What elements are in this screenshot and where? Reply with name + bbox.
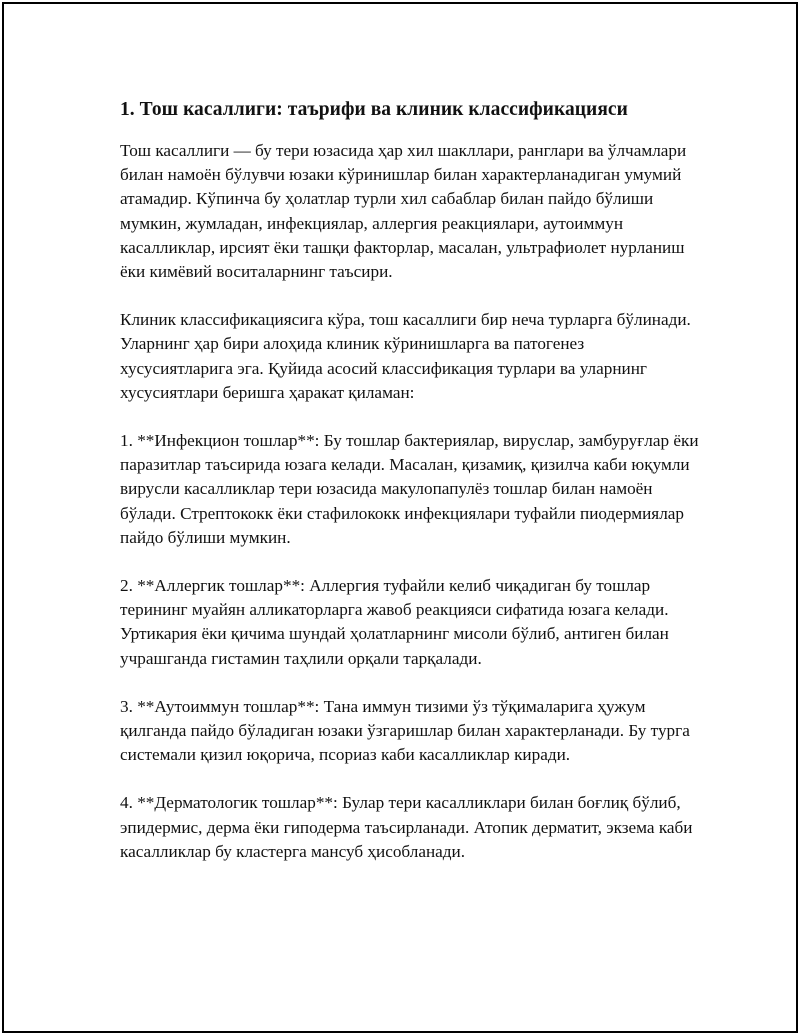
- document-body: [120, 97, 700, 888]
- paragraph-autoimmune: 3. **Аутоиммун тошлар**: Тана иммун тизими ўз тўқималарига ҳужум қилганда пайдо бўладиган юзаки ўзгаришлар билан характерланади. Бу турга системали қизил юқоричa, псориаз каби касалликлар киради.: [120, 696, 690, 765]
- paragraph-dermatologic: 4. **Дерматологик тошлар**: Булар тери касалликлари билан боғлиқ бўлиб, эпидермис, дерма ёки гиподерма таъсирланади. Атопик дерматит, экзема каби касалликлар бу кластерга мансуб ҳисобланади.: [120, 793, 693, 861]
- paragraph-classification: Клиник классификациясига кўра, тош касаллиги бир неча турларга бўлинади. Уларнинг ҳар бири алоҳида клиник кўринишларга ва патогенез хусусиятларига эга. Қуйида асосий классификация турлари ва уларнинг хусусиятлари беришга ҳаракат қиламан:: [120, 310, 691, 402]
- paragraph-intro: Тош касаллиги — бу тери юзасида ҳар хил шакллари, ранглари ва ўлчамлари билан намоён бўлувчи юзаки кўринишлар билан характерланадиган умумий атамадир. Кўпинча бу ҳолатлар турли хил сабаблар билан пайдо бўлиши мумкин, жумладан, инфекциялар, аллергия реакциялари, аутоиммун касалликлар, ирсият ёки ташқи факторлар, масалан, ультрафиолет нурланиш ёки кимёвий воситаларнинг таъсири.: [120, 141, 687, 282]
- paragraph-allergic: 2. **Аллергик тошлар**: Аллергия туфайли келиб чиқадиган бу тошлар терининг муайян алликаторларга жавоб реакцияси сифатида юзага келади. Уртикария ёки қичима шундай ҳолатларнинг мисоли бўлиб, антиген билан учрашганда гистамин таҳлили орқали тарқалади.: [120, 576, 669, 668]
- paragraph-infectious: 1. **Инфекцион тошлар**: Бу тошлар бактериялар, вируслар, замбуруғлар ёки паразитлар таъсирида юзага келади. Масалан, қизамиқ, қизилча каби юқумли вирусли касалликлар тери юзасида макулопапулёз тошлар билан намоён бўлади. Стрептококк ёки стафилококк инфекциялари туфайли пиодермиялар пайдо бўлиши мумкин.: [120, 431, 699, 547]
- section-heading: 1. Тош касаллиги: таърифи ва клиник классификацияси: [120, 99, 628, 120]
- page-frame: [2, 2, 798, 1033]
